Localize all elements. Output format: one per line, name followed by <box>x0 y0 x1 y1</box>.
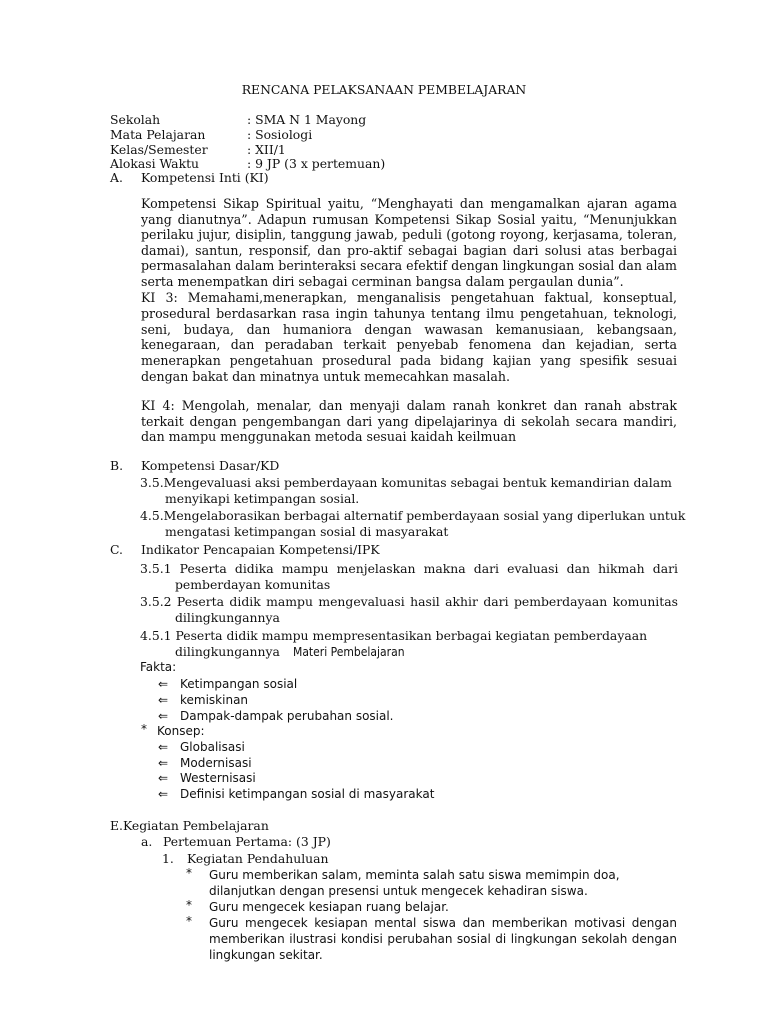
fakta-item-text: Dampak-dampak perubahan sosial. <box>180 709 394 723</box>
fakta-item-text: Ketimpangan sosial <box>180 677 298 691</box>
document-title: RENCANA PELAKSANAAN PEMBELAJARAN <box>241 82 527 97</box>
konsep-item-text: Globalisasi <box>180 740 245 754</box>
section-b-marker: B. <box>110 458 124 473</box>
fakta-item-2 <box>158 692 249 708</box>
arrow-bullet-icon: ⇐ <box>158 787 169 801</box>
meeting-marker: a. <box>141 834 153 849</box>
ki-sikap-text: Kompetensi Sikap Spiritual yaitu, “Menghayati dan mengamalkan ajaran agama yang dianutnya”. Adapun rumusan Kompetensi Sikap Sosial yaitu, “Menunjukkan perilaku jujur, disiplin, tanggung jawab, peduli (gotong royong, kerjasama, toleran, damai), santun, responsif, dan pro-aktif sebagai bagian dari solusi atas berbagai permasalahan dalam berinteraksi secara efektif dengan lingkungan sosial dan alam serta menempatkan diri sebagai cerminan bangsa dalam pergaulan dunia”. <box>141 196 677 289</box>
star-bullet-icon: * <box>186 898 192 912</box>
ipk-4-5-1-line2: dilingkungannya <box>175 644 280 659</box>
kd-3-5-line1: 3.5.Mengevaluasi aksi pemberdayaan komunitas sebagai bentuk kemandirian dalam <box>140 475 672 490</box>
konsep-item-text: Modernisasi <box>180 756 252 770</box>
ki3-text: KI 3: Memahami,menerapkan, menganalisis pengetahuan faktual, konseptual, prosedural berdasarkan rasa ingin tahunya tentang ilmu pengetahuan, teknologi, seni, budaya, dan humaniora dengan wawasan kemanusiaan, kebangsaan, kenegaraan, dan peradaban terkait penyebab fenomena dan kejadian, serta menerapkan pengetahuan prosedural pada bidang kajian yang spesifik sesuai dengan bakat dan minatnya untuk memecahkan masalah. <box>141 290 677 384</box>
ipk-3-5-1-line1: 3.5.1 Peserta didika mampu menjelaskan makna dari evaluasi dan hikmah dari <box>140 561 678 576</box>
ipk-3-5-2-line2: dilingkungannya <box>175 610 280 625</box>
arrow-bullet-icon: ⇐ <box>158 740 169 754</box>
ipk-3-5-2-line1: 3.5.2 Peserta didik mampu mengevaluasi hasil akhir dari pemberdayaan komunitas <box>140 594 678 609</box>
section-c-heading: Indikator Pencapaian Kompetensi/IPK <box>141 542 380 557</box>
subject-value: : Sosiologi <box>247 127 313 142</box>
star-bullet-icon: * <box>186 866 192 880</box>
class-semester-value: : XII/1 <box>247 142 286 157</box>
fakta-item-1 <box>158 676 298 692</box>
section-a-heading: Kompetensi Inti (KI) <box>141 170 269 185</box>
subject-label: Mata Pelajaran <box>110 127 206 142</box>
konsep-item-3 <box>158 770 256 786</box>
meeting-heading: Pertemuan Pertama: (3 JP) <box>163 834 331 849</box>
konsep-item-4 <box>158 786 435 802</box>
kd-4-5-line1: 4.5.Mengelaborasikan berbagai alternatif pemberdayaan sosial yang diperlukan untuk <box>140 508 686 523</box>
konsep-label: Konsep: <box>157 724 205 738</box>
school-label: Sekolah <box>110 112 161 127</box>
arrow-bullet-icon: ⇐ <box>158 756 169 770</box>
section-a-marker: A. <box>110 170 123 185</box>
activity-item-1-line2: dilanjutkan dengan presensi untuk mengecek kehadiran siswa. <box>209 884 588 898</box>
school-value: : SMA N 1 Mayong <box>247 112 367 127</box>
ki4-paragraph <box>141 398 677 445</box>
step-heading: Kegiatan Pendahuluan <box>187 851 329 866</box>
step-marker: 1. <box>162 851 174 866</box>
activity-item-3-line2: memberikan ilustrasi kondisi perubahan sosial di lingkungan sekolah dengan <box>209 932 677 946</box>
arrow-bullet-icon: ⇐ <box>158 771 169 785</box>
ki4-text: KI 4: Mengolah, menalar, dan menyaji dalam ranah konkret dan ranah abstrak terkait dengan pengembangan dari yang dipelajarinya di sekolah secara mandiri, dan mampu menggunakan metoda sesuai kaidah keilmuan <box>141 398 677 445</box>
activity-item-3-line3: lingkungan sekitar. <box>209 948 323 962</box>
fakta-label: Fakta: <box>140 660 177 674</box>
konsep-item-text: Westernisasi <box>180 771 256 785</box>
arrow-bullet-icon: ⇐ <box>158 677 169 691</box>
activity-item-2 <box>186 898 449 915</box>
konsep-item-text: Definisi ketimpangan sosial di masyarakat <box>180 787 435 801</box>
fakta-item-3 <box>158 708 394 724</box>
arrow-bullet-icon: ⇐ <box>158 709 169 723</box>
ipk-3-5-1-line2: pemberdayan komunitas <box>175 577 331 592</box>
section-b-heading: Kompetensi Dasar/KD <box>141 458 280 473</box>
kd-3-5-line2: menyikapi ketimpangan sosial. <box>165 491 360 506</box>
ipk-4-5-1-line1: 4.5.1 Peserta didik mampu mempresentasikan berbagai kegiatan pemberdayaan <box>140 628 648 643</box>
activity-item-1-line1 <box>186 866 620 883</box>
star-bullet-icon: * <box>186 914 192 928</box>
activity-item-3-line1 <box>186 914 677 931</box>
ki-sikap-paragraph <box>141 196 677 290</box>
time-allocation-label: Alokasi Waktu <box>110 156 200 171</box>
konsep-item-2 <box>158 755 252 771</box>
materi-heading: Materi Pembelajaran <box>293 645 405 659</box>
activity-item-text: Guru mengecek kesiapan ruang belajar. <box>209 900 449 914</box>
section-c-marker: C. <box>110 542 123 557</box>
star-bullet-icon: * <box>141 722 147 736</box>
class-semester-label: Kelas/Semester <box>110 142 208 157</box>
section-e-heading: E.Kegiatan Pembelajaran <box>110 818 269 833</box>
activity-item-text: Guru mengecek kesiapan mental siswa dan memberikan motivasi dengan <box>209 916 677 930</box>
ki3-paragraph <box>141 290 677 385</box>
konsep-item-1 <box>158 739 245 755</box>
arrow-bullet-icon: ⇐ <box>158 693 169 707</box>
konsep-label-row <box>141 722 205 739</box>
fakta-item-text: kemiskinan <box>180 693 249 707</box>
kd-4-5-line2: mengatasi ketimpangan sosial di masyarakat <box>165 524 449 539</box>
activity-item-text: Guru memberikan salam, meminta salah satu siswa memimpin doa, <box>209 868 620 882</box>
time-allocation-value: : 9 JP (3 x pertemuan) <box>247 156 386 171</box>
